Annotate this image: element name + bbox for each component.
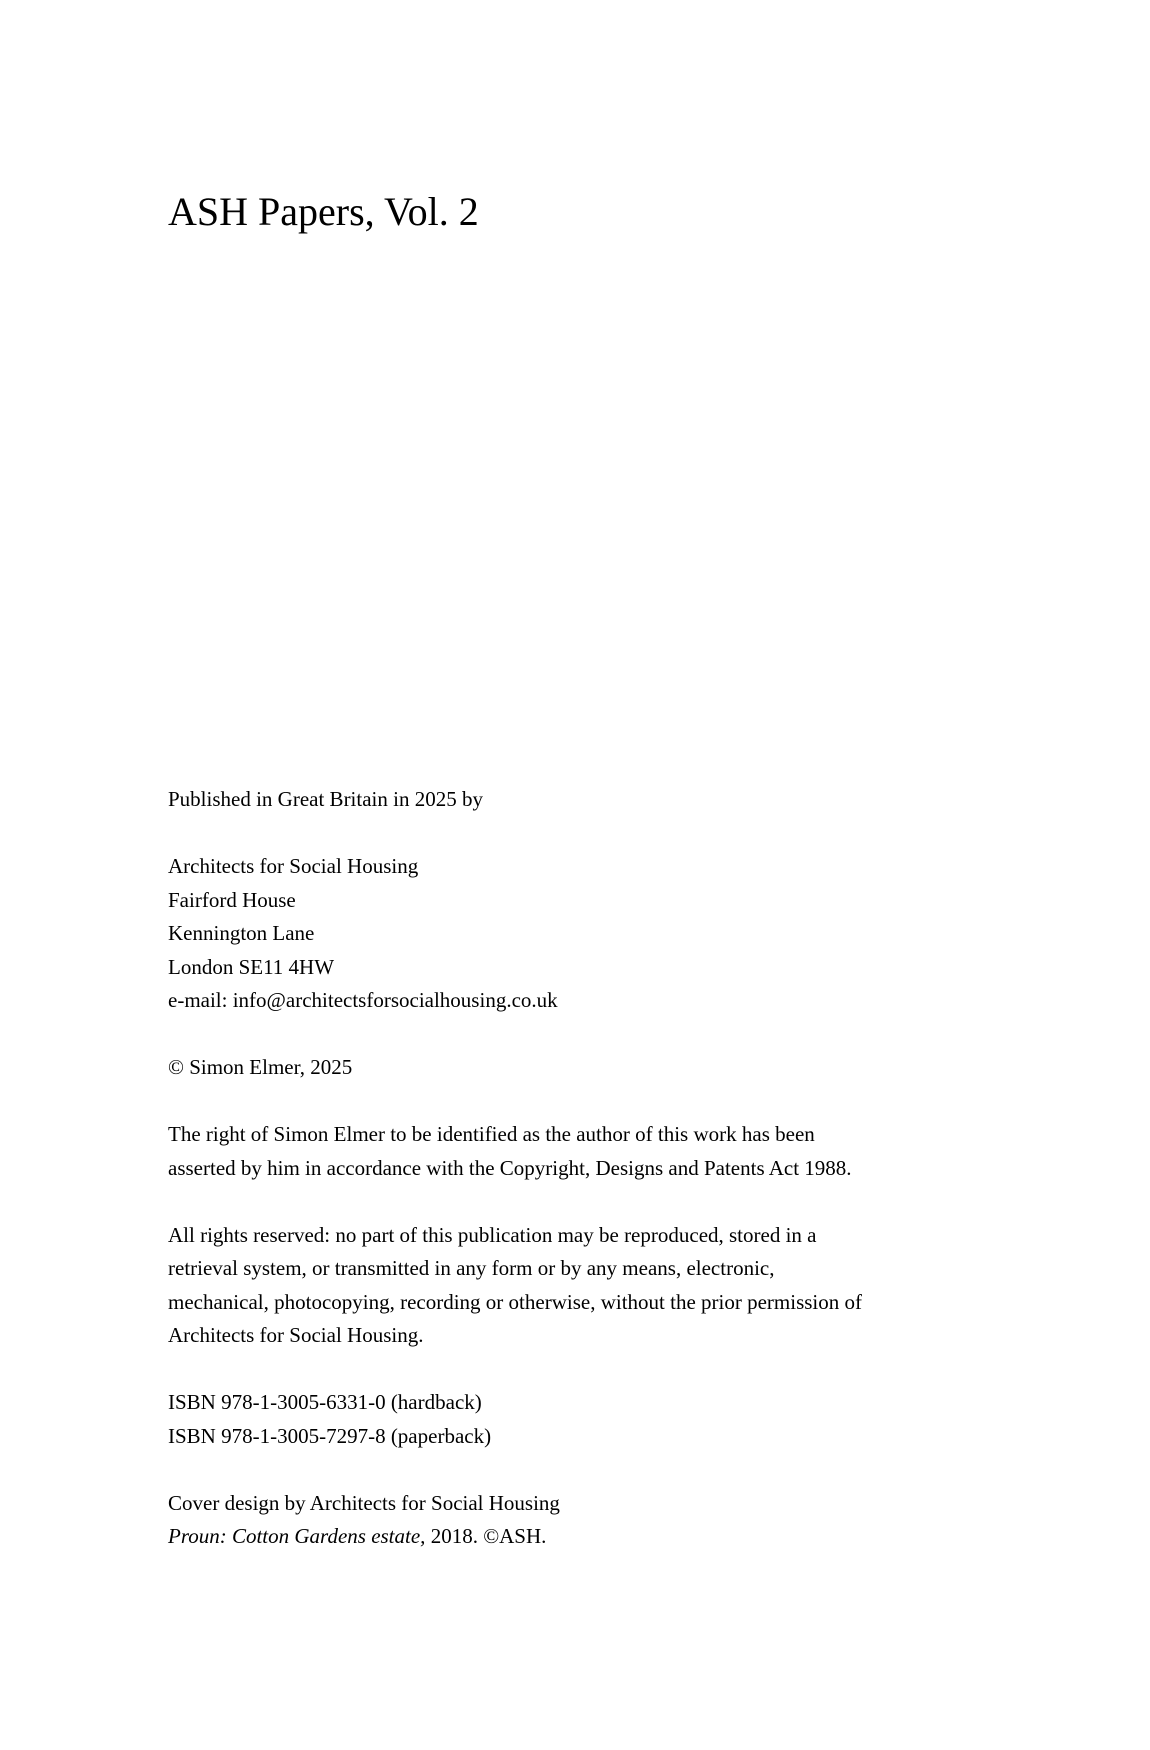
author-right-line-1: The right of Simon Elmer to be identified as the author of this work has been [168, 1122, 815, 1146]
address-city-line: London SE11 4HW [168, 954, 335, 979]
cover-design-line: Cover design by Architects for Social Housing [168, 1490, 560, 1515]
rights-reserved-line-2: retrieval system, or transmitted in any form or by any means, electronic, [168, 1256, 775, 1280]
address-building-line: Fairford House [168, 887, 296, 912]
author-right-paragraph [168, 1118, 908, 1185]
rights-reserved-line-1: All rights reserved: no part of this publication may be reproduced, stored in a [168, 1222, 817, 1247]
copyright-line: © Simon Elmer, 2025 [168, 1055, 353, 1079]
published-line: Published in Great Britain in 2025 by [168, 787, 483, 811]
imprint-text-block [168, 783, 908, 1554]
cover-credit-paragraph [168, 1487, 908, 1554]
rights-reserved-line-4: Architects for Social Housing. [168, 1323, 424, 1347]
address-street-line: Kennington Lane [168, 921, 315, 945]
author-right-line-2: asserted by him in accordance with the Copyright, Designs and Patents Act 1988. [168, 1155, 852, 1180]
publisher-address-paragraph [168, 850, 908, 1018]
isbn-hardback-line: ISBN 978-1-3005-6331-0 (hardback) [168, 1390, 482, 1414]
cover-caption-line [168, 1520, 908, 1554]
rights-reserved-paragraph [168, 1219, 908, 1353]
page-title: ASH Papers, Vol. 2 [168, 188, 479, 234]
cover-caption-title: Proun: Cotton Gardens estate, [168, 1524, 426, 1548]
copyright-paragraph [168, 1051, 908, 1085]
isbn-paragraph [168, 1386, 908, 1453]
publisher-name-line: Architects for Social Housing [168, 854, 419, 878]
published-paragraph [168, 783, 908, 817]
isbn-paperback-line: ISBN 978-1-3005-7297-8 (paperback) [168, 1423, 492, 1448]
publisher-email-line: e-mail: info@architectsforsocialhousing.co.uk [168, 988, 558, 1012]
cover-caption-year: 2018. ©ASH. [425, 1524, 547, 1548]
rights-reserved-line-3: mechanical, photocopying, recording or otherwise, without the prior permission of [168, 1289, 862, 1314]
